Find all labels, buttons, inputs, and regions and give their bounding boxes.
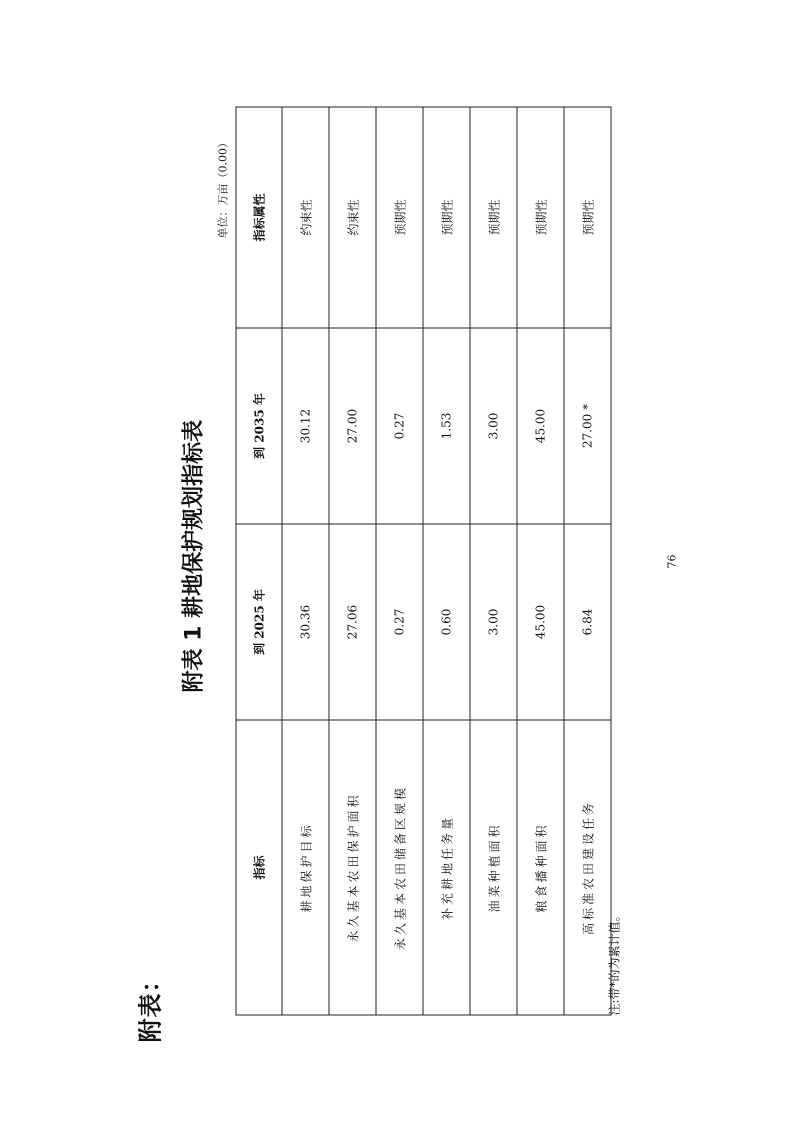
indicator-name: 粮食播种面积 <box>517 720 564 1015</box>
table-row <box>517 107 564 1015</box>
value-2025: 0.60 <box>423 524 470 720</box>
indicator-name: 油菜种植面积 <box>470 720 517 1015</box>
value-2035: 1.53 <box>423 328 470 524</box>
value-2035: 45.00 <box>517 328 564 524</box>
footnote: 注:带*的为累计值。 <box>607 908 621 1015</box>
header-attribute: 指标属性 <box>236 107 282 328</box>
appendix-label: 附表： <box>136 967 164 1042</box>
indicator-attribute: 约束性 <box>329 107 376 328</box>
value-2035: 0.27 <box>376 328 423 524</box>
table-row <box>423 107 470 1015</box>
table-row <box>470 107 517 1015</box>
unit-note: 单位：万亩（0.00） <box>216 136 229 238</box>
header-2035: 到 2035 年 <box>236 328 282 524</box>
indicator-attribute: 预期性 <box>470 107 517 328</box>
value-2025: 0.27 <box>376 524 423 720</box>
page-number: 76 <box>665 554 678 568</box>
table-title: 附表 1 耕地保护规划指标表 <box>181 419 206 692</box>
value-2035: 27.00 <box>329 328 376 524</box>
indicator-name: 补充耕地任务量 <box>423 720 470 1015</box>
table-header-row <box>236 107 282 1015</box>
indicator-name: 永久基本农田储备区规模 <box>376 720 423 1015</box>
value-2025: 3.00 <box>470 524 517 720</box>
indicator-attribute: 预期性 <box>517 107 564 328</box>
table-row <box>564 107 611 1015</box>
value-2025: 6.84 <box>564 524 611 720</box>
indicator-name: 耕地保护目标 <box>282 720 329 1015</box>
header-indicator: 指标 <box>236 720 282 1015</box>
indicator-name: 永久基本农田保护面积 <box>329 720 376 1015</box>
value-2025: 27.06 <box>329 524 376 720</box>
indicator-table <box>235 106 611 1015</box>
value-2025: 30.36 <box>282 524 329 720</box>
indicator-attribute: 预期性 <box>376 107 423 328</box>
value-2035: 27.00 * <box>564 328 611 524</box>
indicator-attribute: 预期性 <box>423 107 470 328</box>
table-row <box>282 107 329 1015</box>
value-2025: 45.00 <box>517 524 564 720</box>
table-row <box>329 107 376 1015</box>
value-2035: 30.12 <box>282 328 329 524</box>
value-2035: 3.00 <box>470 328 517 524</box>
table-row <box>376 107 423 1015</box>
indicator-name: 高标准农田建设任务 <box>564 720 611 1015</box>
indicator-attribute: 预期性 <box>564 107 611 328</box>
indicator-attribute: 约束性 <box>282 107 329 328</box>
header-2025: 到 2025 年 <box>236 524 282 720</box>
